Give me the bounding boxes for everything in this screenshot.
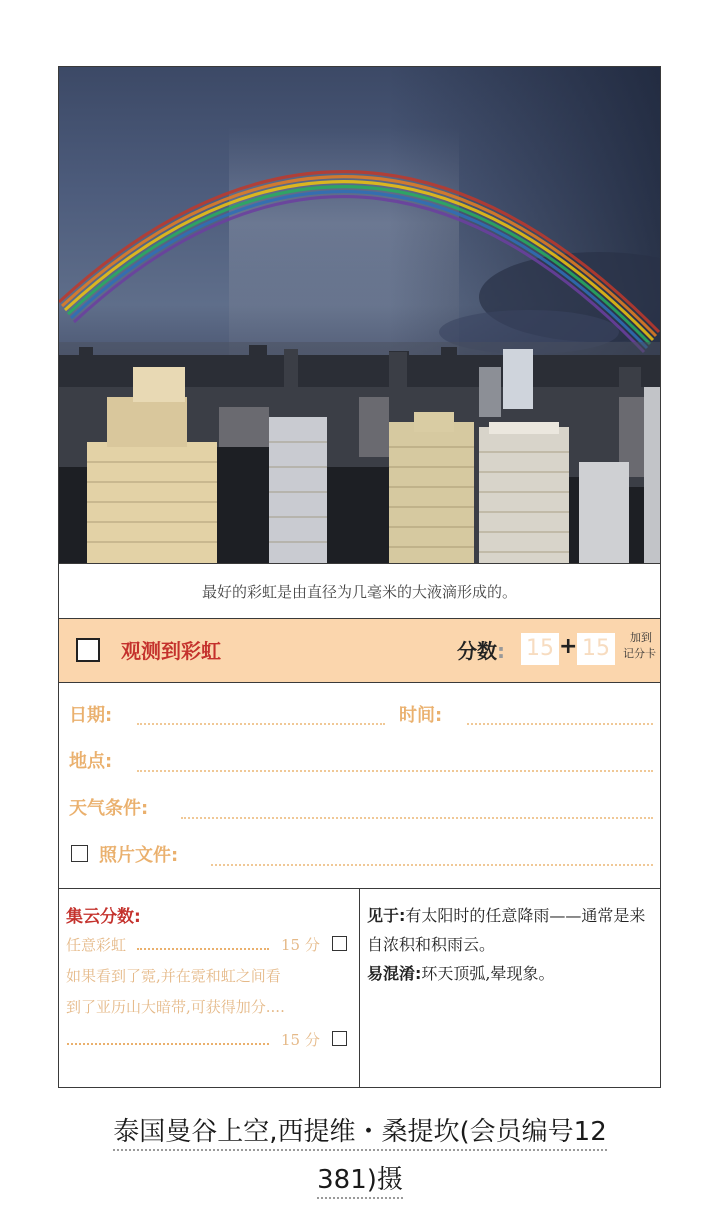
- photo-file-checkbox[interactable]: [71, 845, 88, 862]
- scoring-item1-label: 任意彩虹: [66, 936, 127, 954]
- scoring-item1-points: 15 分: [281, 936, 320, 954]
- time-label: 时间:: [399, 705, 443, 726]
- observed-checkbox[interactable]: [76, 638, 100, 662]
- info-text: [367, 901, 655, 988]
- rainbow-city-illustration: [59, 67, 660, 563]
- credit-line1: 泰国曼谷上空,西提维・桑提坎(会员编号12: [113, 1117, 607, 1151]
- score-colon: :: [497, 639, 505, 663]
- weather-label: 天气条件:: [69, 798, 149, 819]
- seen-text: 有太阳时的任意降雨——通常是来自浓积和积雨云。: [367, 906, 646, 954]
- scoring-item2-line2: 到了亚历山大暗带,可获得加分....: [66, 998, 285, 1016]
- photo-file-label: 照片文件:: [99, 845, 179, 866]
- time-field[interactable]: [467, 723, 653, 725]
- cloud-spotter-card: [58, 66, 661, 1088]
- place-label: 地点:: [69, 751, 113, 772]
- header-band: [59, 619, 660, 683]
- scoring-title: 集云分数:: [66, 907, 141, 927]
- rainbow-photo: [59, 67, 660, 563]
- score-label-text: 分数: [457, 639, 497, 663]
- credit-line2: 381)摄: [317, 1165, 403, 1199]
- date-label: 日期:: [69, 705, 113, 726]
- seen-label: 见于:: [367, 906, 406, 925]
- scoring-item2-checkbox[interactable]: [332, 1031, 347, 1046]
- scoring-box: [59, 889, 360, 1087]
- photo-credit: [0, 1108, 720, 1204]
- add-to-line1: 加到: [630, 631, 652, 644]
- add-to-line2: 记分卡: [623, 647, 656, 660]
- score-label: [457, 635, 505, 664]
- scoring-item1-checkbox[interactable]: [332, 936, 347, 951]
- confuse-text: 环天顶弧,晕现象。: [421, 964, 555, 983]
- date-field[interactable]: [137, 723, 385, 725]
- scoring-item1-leader: [137, 948, 269, 950]
- scoring-item2-leader: [67, 1043, 269, 1045]
- confuse-label: 易混淆:: [367, 964, 422, 983]
- plus-sign: +: [559, 634, 578, 659]
- place-field[interactable]: [137, 770, 653, 772]
- info-box: [360, 889, 660, 1087]
- photo-file-field[interactable]: [211, 864, 653, 866]
- score-box-a: 15: [521, 633, 559, 665]
- scoring-item2-points: 15 分: [281, 1031, 320, 1049]
- scoring-item2-line1: 如果看到了霓,并在霓和虹之间看: [66, 967, 281, 985]
- add-to-scorecard-note: [623, 630, 659, 662]
- card-title: 观测到彩虹: [121, 639, 221, 663]
- weather-field[interactable]: [181, 817, 653, 819]
- score-box-b: 15: [577, 633, 615, 665]
- photo-caption: 最好的彩虹是由直径为几毫米的大液滴形成的。: [59, 563, 660, 619]
- observation-form: [59, 683, 660, 889]
